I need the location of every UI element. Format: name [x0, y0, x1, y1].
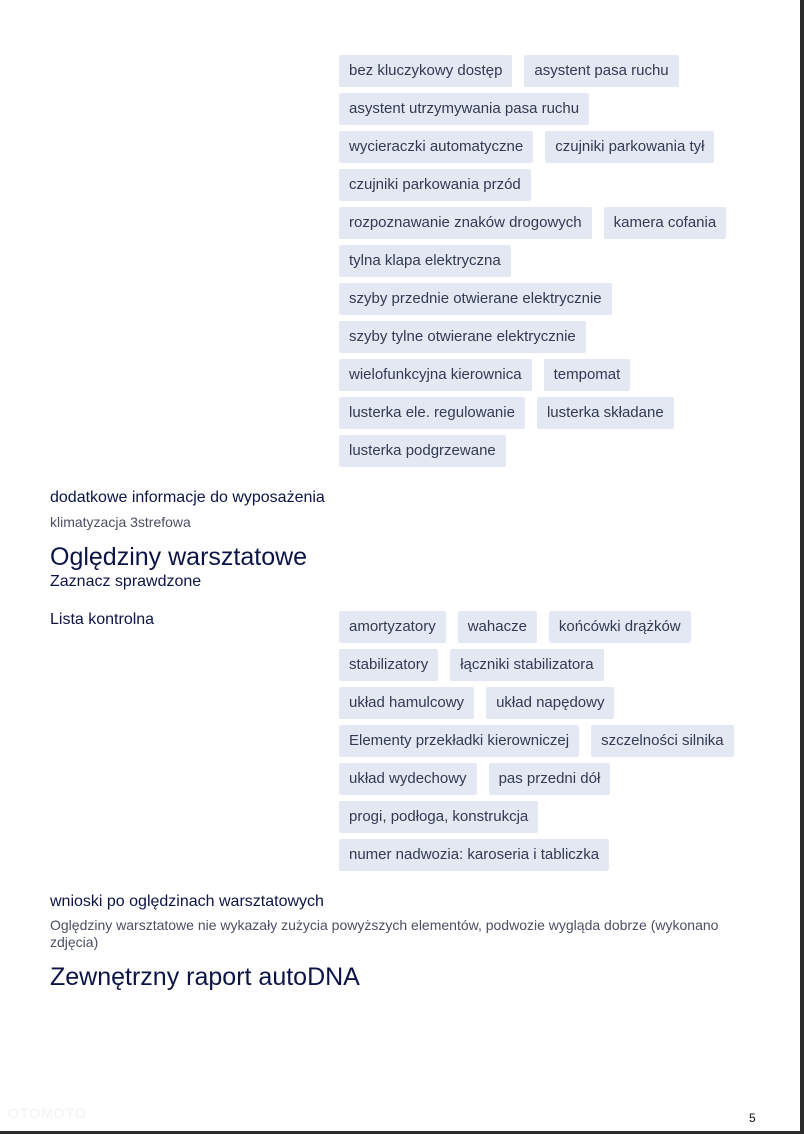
checklist-tag-tie-rod-ends[interactable]: końcówki drążków: [549, 611, 691, 643]
checklist-tag-steering-gear[interactable]: Elementy przekładki kierowniczej: [339, 725, 579, 757]
equipment-tag-traffic-sign-recognition[interactable]: rozpoznawanie znaków drogowych: [339, 207, 592, 239]
equipment-tag-front-power-windows[interactable]: szyby przednie otwierane elektrycznie: [339, 283, 612, 315]
checklist-tag-stabilizer-links[interactable]: łączniki stabilizatora: [450, 649, 603, 681]
checklist-tag-vin-body-plate[interactable]: numer nadwozia: karoseria i tabliczka: [339, 839, 609, 871]
external-report-title: Zewnętrzny raport autoDNA: [50, 963, 360, 991]
equipment-tag-rear-parking-sensors[interactable]: czujniki parkowania tył: [545, 131, 714, 163]
page-right-border: [800, 0, 804, 1134]
checklist-tag-sills-floor-structure[interactable]: progi, podłoga, konstrukcja: [339, 801, 538, 833]
inspection-title: Oględziny warsztatowe: [50, 543, 308, 571]
equipment-tag-list: [339, 55, 739, 467]
equipment-tag-heated-mirrors[interactable]: lusterka podgrzewane: [339, 435, 506, 467]
inspection-subtitle: Zaznacz sprawdzone: [50, 573, 202, 590]
checklist-tag-stabilizers[interactable]: stabilizatory: [339, 649, 438, 681]
checklist-tag-front-lower-belt[interactable]: pas przedni dół: [489, 763, 611, 795]
equipment-tag-rear-camera[interactable]: kamera cofania: [604, 207, 727, 239]
checklist-tag-control-arms[interactable]: wahacze: [458, 611, 537, 643]
watermark-logo: OTOMOTO: [8, 1105, 87, 1121]
checklist-tag-list: [339, 611, 739, 871]
equipment-tag-lane-assist[interactable]: asystent pasa ruchu: [524, 55, 678, 87]
conclusions-text: Oględziny warsztatowe nie wykazały zużycia powyższych elementów, podwozie wygląda dobrze (wykonano zdjęcia): [50, 917, 719, 950]
equipment-tag-keyless-entry[interactable]: bez kluczykowy dostęp: [339, 55, 512, 87]
equipment-info-value: klimatyzacja 3strefowa: [50, 514, 191, 530]
equipment-tag-rear-power-windows[interactable]: szyby tylne otwierane elektrycznie: [339, 321, 586, 353]
conclusions-label: wnioski po oględzinach warsztatowych: [50, 893, 324, 910]
equipment-tag-power-tailgate[interactable]: tylna klapa elektryczna: [339, 245, 511, 277]
page-number: 5: [749, 1111, 756, 1125]
equipment-tag-multifunction-wheel[interactable]: wielofunkcyjna kierownica: [339, 359, 532, 391]
checklist-tag-drive-system[interactable]: układ napędowy: [486, 687, 614, 719]
equipment-tag-electric-mirrors[interactable]: lusterka ele. regulowanie: [339, 397, 525, 429]
equipment-tag-cruise-control[interactable]: tempomat: [544, 359, 631, 391]
equipment-tag-front-parking-sensors[interactable]: czujniki parkowania przód: [339, 169, 531, 201]
equipment-tag-auto-wipers[interactable]: wycieraczki automatyczne: [339, 131, 533, 163]
checklist-tag-shock-absorbers[interactable]: amortyzatory: [339, 611, 446, 643]
checklist-tag-exhaust-system[interactable]: układ wydechowy: [339, 763, 477, 795]
equipment-tag-folding-mirrors[interactable]: lusterka składane: [537, 397, 674, 429]
checklist-label: Lista kontrolna: [50, 611, 155, 628]
checklist-tag-engine-tightness[interactable]: szczelności silnika: [591, 725, 734, 757]
equipment-info-label: dodatkowe informacje do wyposażenia: [50, 489, 325, 506]
equipment-tag-lane-keeping-assist[interactable]: asystent utrzymywania pasa ruchu: [339, 93, 589, 125]
checklist-tag-brake-system[interactable]: układ hamulcowy: [339, 687, 474, 719]
